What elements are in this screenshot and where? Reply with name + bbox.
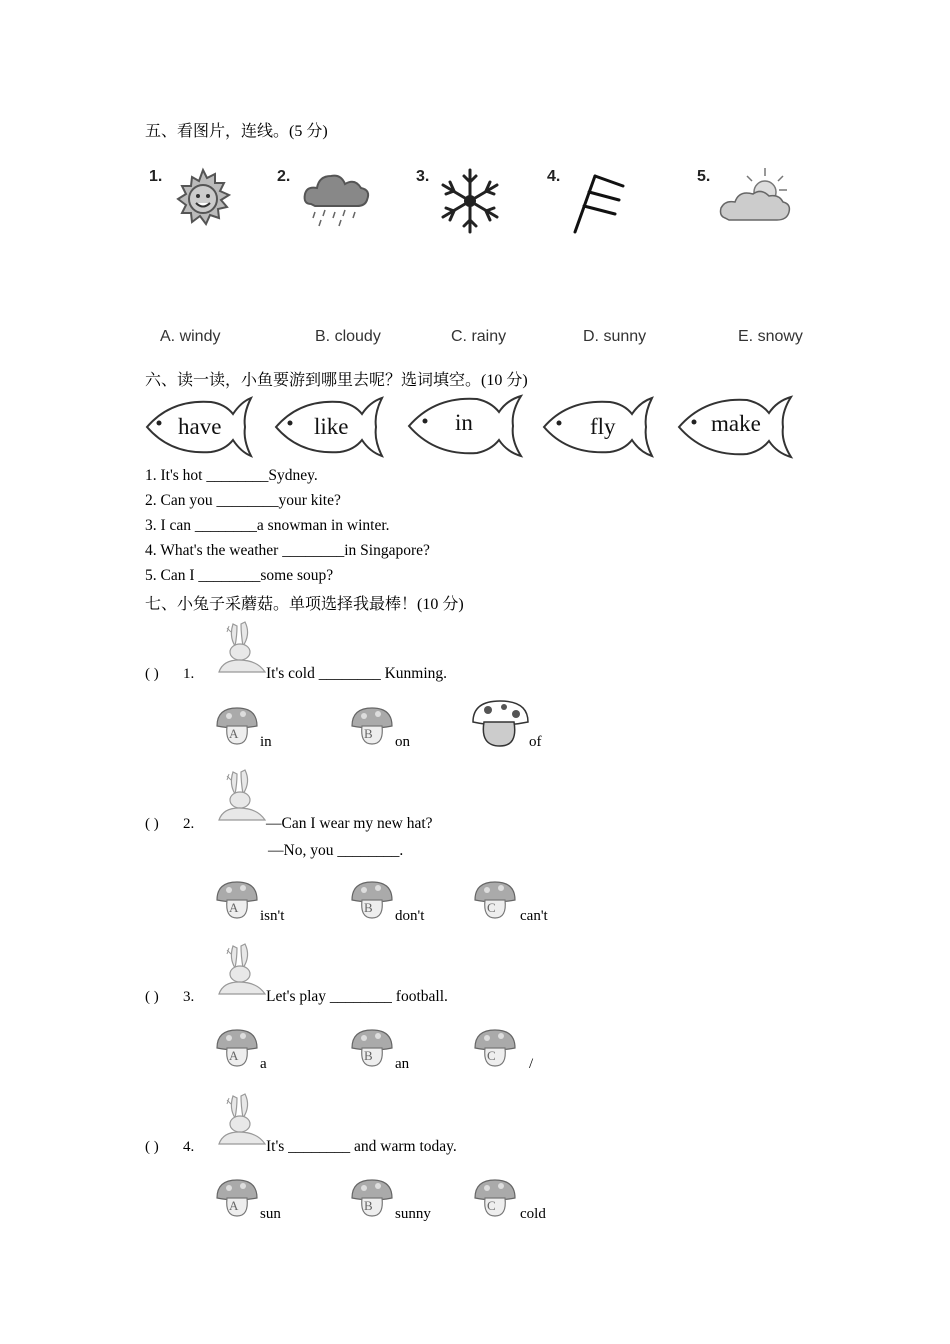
answer-blank[interactable]: ( ) (145, 666, 159, 682)
fish-word: have (178, 414, 222, 439)
fish-card (542, 396, 656, 458)
option-b[interactable]: on (395, 734, 410, 750)
option-letter: A (229, 1048, 239, 1063)
option-letter: C (487, 1048, 496, 1063)
section-5-title: 五、看图片，连线。(5 分) (145, 123, 328, 140)
question-number: 2. (183, 816, 195, 832)
picture-2 (275, 160, 385, 240)
section-6-title: 六、读一读，小鱼要游到哪里去呢？选词填空。(10 分) (145, 372, 528, 389)
fish-card (677, 395, 795, 459)
sentence-5: 5. Can I ________some soup? (145, 567, 334, 584)
picture-5 (695, 160, 805, 240)
option-a[interactable]: isn't (260, 908, 285, 924)
option-letter: C (487, 900, 496, 915)
picture-number: 4. (547, 168, 561, 185)
fish-word: like (314, 414, 349, 439)
option-letter: A (229, 1198, 239, 1213)
option-c[interactable]: / (529, 1056, 534, 1072)
option-letter: A (229, 726, 239, 741)
picture-4 (545, 160, 655, 240)
picture-number: 1. (149, 168, 163, 185)
wind-flag-icon (569, 170, 633, 236)
picture-number: 5. (697, 168, 711, 185)
question-1 (145, 620, 705, 760)
option-letter: B (364, 1198, 373, 1213)
question-text: It's ________ and warm today. (266, 1138, 457, 1155)
fish-word: make (711, 411, 761, 436)
option-letter: B (364, 1048, 373, 1063)
snowflake-icon (434, 166, 506, 236)
answer-blank[interactable]: ( ) (145, 1139, 159, 1155)
picture-number: 3. (416, 168, 430, 185)
word-option-e: E. snowy (738, 328, 803, 345)
question-3 (145, 942, 705, 1082)
question-text: Let's play ________ football. (266, 988, 448, 1005)
fish-card (145, 396, 255, 458)
option-letter: B (364, 726, 373, 741)
rabbit-icon (215, 942, 269, 998)
option-letter: B (364, 900, 373, 915)
option-c[interactable]: can't (520, 908, 548, 924)
picture-1 (145, 160, 255, 240)
picture-number: 2. (277, 168, 291, 185)
question-number: 1. (183, 666, 195, 682)
option-b[interactable]: an (395, 1056, 410, 1072)
question-text: —Can I wear my new hat? (266, 815, 433, 832)
word-option-d: D. sunny (583, 328, 647, 345)
fish-word: in (455, 410, 473, 435)
fish-word: fly (590, 414, 616, 439)
sentence-3: 3. I can ________a snowman in winter. (145, 517, 390, 534)
option-c[interactable]: of (529, 734, 542, 750)
option-letter: A (229, 900, 239, 915)
option-letter: C (487, 1198, 496, 1213)
option-a[interactable]: in (260, 734, 272, 750)
rabbit-icon (215, 620, 269, 676)
section-7-title: 七、小兔子采蘑菇。单项选择我最棒！(10 分) (145, 596, 464, 613)
option-c[interactable]: cold (520, 1206, 546, 1222)
question-text-2: —No, you ________. (268, 842, 404, 859)
answer-blank[interactable]: ( ) (145, 816, 159, 832)
question-text: It's cold ________ Kunming. (266, 665, 448, 682)
fish-card (407, 394, 525, 458)
option-b[interactable]: sunny (395, 1206, 431, 1222)
question-2 (145, 768, 705, 928)
rain-cloud-icon (301, 168, 373, 232)
answer-blank[interactable]: ( ) (145, 989, 159, 1005)
word-option-b: B. cloudy (315, 328, 381, 345)
option-a[interactable]: a (260, 1056, 267, 1072)
sentence-2: 2. Can you ________your kite? (145, 492, 341, 509)
sentence-1: 1. It's hot ________Sydney. (145, 467, 318, 484)
sentence-4: 4. What's the weather ________in Singapore? (145, 542, 430, 559)
fish-card (274, 396, 386, 458)
option-b[interactable]: don't (395, 908, 425, 924)
picture-3 (414, 160, 524, 240)
word-option-c: C. rainy (451, 328, 507, 345)
question-number: 4. (183, 1139, 195, 1155)
cloudy-sun-icon (717, 164, 797, 232)
rabbit-icon (215, 768, 269, 824)
word-option-a: A. windy (160, 328, 221, 345)
sun-icon (163, 166, 243, 234)
mushroom-icon (470, 698, 532, 750)
rabbit-icon (215, 1092, 269, 1148)
option-a[interactable]: sun (260, 1206, 281, 1222)
question-number: 3. (183, 989, 195, 1005)
question-4 (145, 1092, 705, 1232)
